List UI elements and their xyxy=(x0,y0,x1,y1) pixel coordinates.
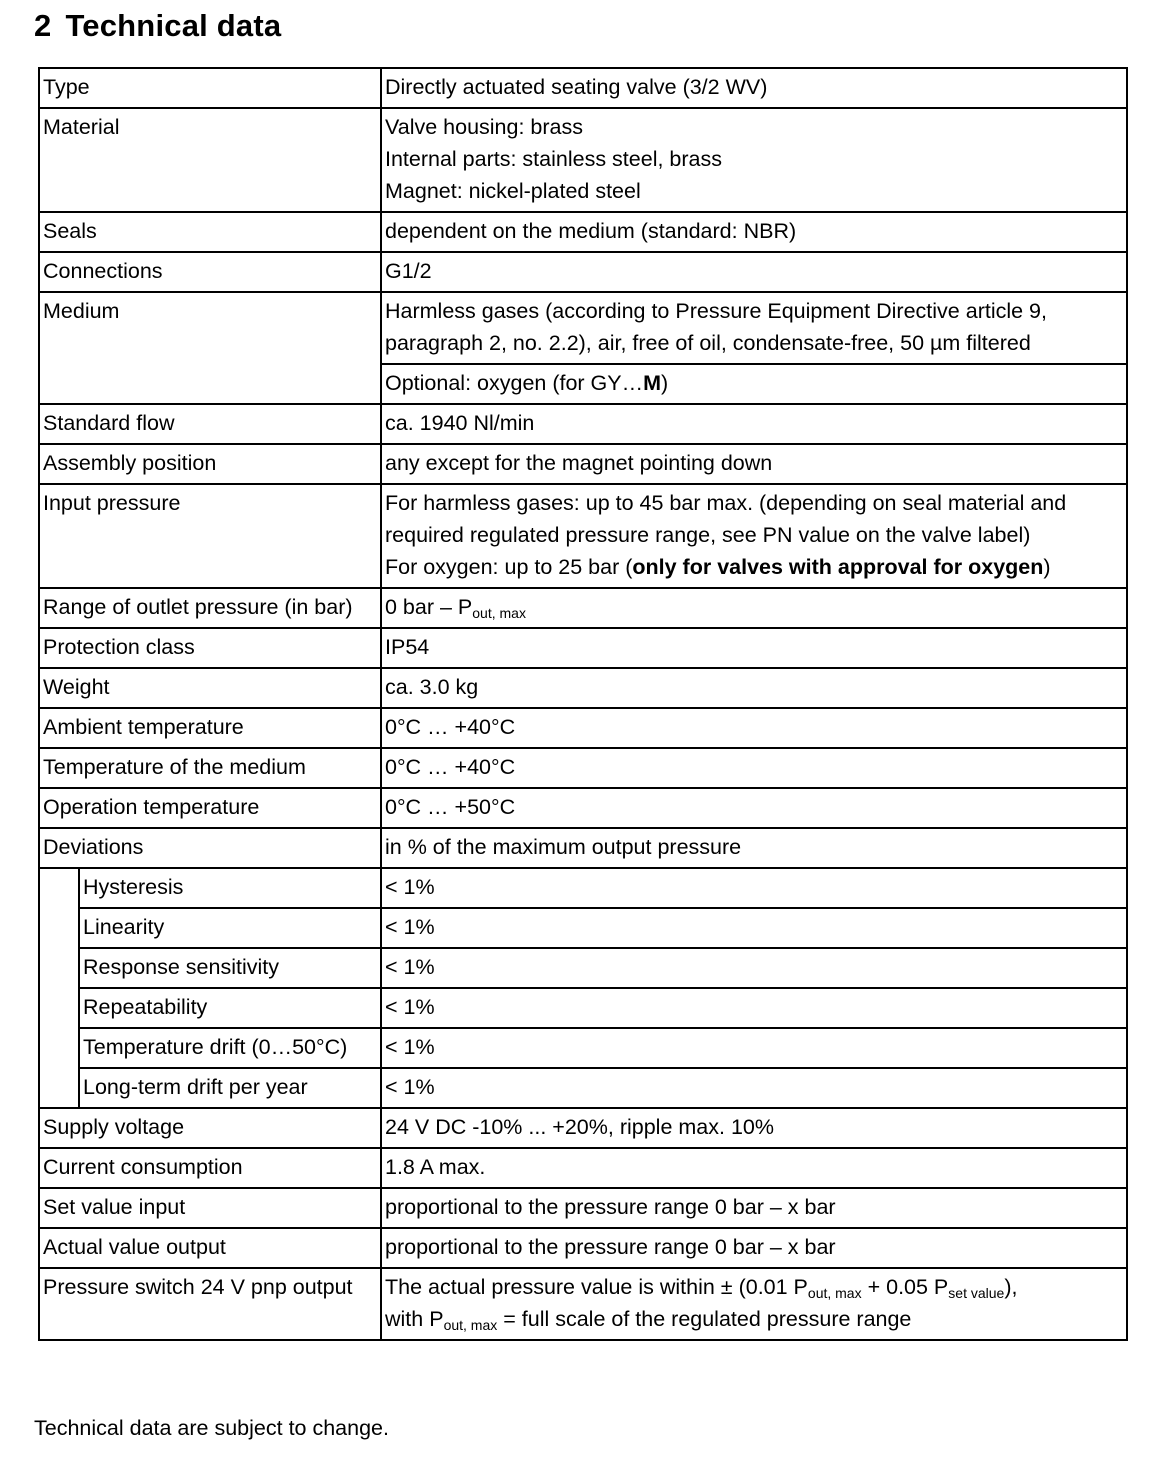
value-line: Internal parts: stainless steel, brass xyxy=(385,147,722,171)
row-label: Standard flow xyxy=(39,404,381,444)
table-row xyxy=(39,908,1127,948)
optional-prefix: Optional: oxygen (for GY… xyxy=(385,371,644,395)
table-row xyxy=(39,988,1127,1028)
row-label: Deviations xyxy=(39,828,381,868)
row-value xyxy=(381,1268,1127,1340)
row-value: IP54 xyxy=(381,628,1127,668)
row-value-optional xyxy=(381,364,1127,404)
oxygen-prefix: For oxygen: up to 25 bar ( xyxy=(385,555,633,579)
row-label: Type xyxy=(39,68,381,108)
row-label: Hysteresis xyxy=(79,868,381,908)
table-row xyxy=(39,292,1127,364)
table-row xyxy=(39,1268,1127,1340)
row-value: Directly actuated seating valve (3/2 WV) xyxy=(381,68,1127,108)
row-label: Operation temperature xyxy=(39,788,381,828)
formula-sub: out, max xyxy=(807,1285,862,1301)
section-number: 2 xyxy=(34,8,52,43)
table-row xyxy=(39,404,1127,444)
row-value: 0°C … +50°C xyxy=(381,788,1127,828)
value-line: For harmless gases: up to 45 bar max. (depending on seal material and required regulated pressure range, see PN value on the valve label) xyxy=(385,491,1067,547)
optional-bold: M xyxy=(643,371,662,395)
row-value: 0°C … +40°C xyxy=(381,748,1127,788)
row-label: Set value input xyxy=(39,1188,381,1228)
row-value: < 1% xyxy=(381,988,1127,1028)
row-value xyxy=(381,108,1127,212)
row-label: Input pressure xyxy=(39,484,381,588)
row-label: Range of outlet pressure (in bar) xyxy=(39,588,381,628)
indent-spacer xyxy=(39,948,79,988)
optional-suffix: ) xyxy=(661,371,669,395)
outlet-prefix: 0 bar – P xyxy=(385,595,473,619)
formula-sub: out, max xyxy=(443,1317,498,1333)
footer-note: Technical data are subject to change. xyxy=(34,1416,389,1440)
row-value: 1.8 A max. xyxy=(381,1148,1127,1188)
row-label: Connections xyxy=(39,252,381,292)
table-row xyxy=(39,1228,1127,1268)
table-row xyxy=(39,628,1127,668)
table-row xyxy=(39,1148,1127,1188)
row-value: < 1% xyxy=(381,908,1127,948)
row-label: Weight xyxy=(39,668,381,708)
formula-sub: set value xyxy=(948,1285,1005,1301)
value-line xyxy=(385,1303,1123,1335)
table-row xyxy=(39,252,1127,292)
row-value: any except for the magnet pointing down xyxy=(381,444,1127,484)
indent-spacer xyxy=(39,868,79,908)
row-value: G1/2 xyxy=(381,252,1127,292)
indent-spacer xyxy=(39,988,79,1028)
row-value: < 1% xyxy=(381,868,1127,908)
row-label: Pressure switch 24 V pnp output xyxy=(39,1268,381,1340)
row-label: Long-term drift per year xyxy=(79,1068,381,1108)
row-label: Temperature drift (0…50°C) xyxy=(79,1028,381,1068)
row-value: in % of the maximum output pressure xyxy=(381,828,1127,868)
oxygen-bold: only for valves with approval for oxygen xyxy=(632,555,1044,579)
table-row xyxy=(39,708,1127,748)
row-label: Actual value output xyxy=(39,1228,381,1268)
row-value: ca. 1940 Nl/min xyxy=(381,404,1127,444)
oxygen-suffix: ) xyxy=(1043,555,1051,579)
table-row xyxy=(39,444,1127,484)
row-value: < 1% xyxy=(381,1028,1127,1068)
table-row xyxy=(39,108,1127,212)
indent-spacer xyxy=(39,1028,79,1068)
value-line xyxy=(385,1271,1123,1303)
row-label: Response sensitivity xyxy=(79,948,381,988)
row-value xyxy=(381,484,1127,588)
row-label: Current consumption xyxy=(39,1148,381,1188)
row-value: proportional to the pressure range 0 bar – x bar xyxy=(381,1228,1127,1268)
formula-part: ), xyxy=(1004,1275,1018,1299)
table-row xyxy=(39,1108,1127,1148)
value-line: Valve housing: brass xyxy=(385,115,583,139)
row-label: Medium xyxy=(39,292,381,404)
value-line: Magnet: nickel-plated steel xyxy=(385,179,641,203)
row-value: < 1% xyxy=(381,1068,1127,1108)
table-row xyxy=(39,1188,1127,1228)
technical-data-table xyxy=(38,67,1128,1341)
indent-spacer xyxy=(39,908,79,948)
table-row xyxy=(39,588,1127,628)
table-row xyxy=(39,68,1127,108)
row-label: Ambient temperature xyxy=(39,708,381,748)
table-row xyxy=(39,668,1127,708)
row-label: Supply voltage xyxy=(39,1108,381,1148)
table-row xyxy=(39,948,1127,988)
outlet-sub: out, max xyxy=(472,605,526,621)
row-value: Harmless gases (according to Pressure Equipment Directive article 9, paragraph 2, no. 2.2), air, free of oil, condensate-free, 50 µm filtered xyxy=(381,292,1127,364)
formula-part: = full scale of the regulated pressure range xyxy=(497,1307,912,1331)
row-value: 24 V DC -10% ... +20%, ripple max. 10% xyxy=(381,1108,1127,1148)
formula-part: with P xyxy=(385,1307,444,1331)
row-value: dependent on the medium (standard: NBR) xyxy=(381,212,1127,252)
table-row xyxy=(39,1028,1127,1068)
section-title: Technical data xyxy=(65,8,282,43)
row-label: Temperature of the medium xyxy=(39,748,381,788)
table-row xyxy=(39,484,1127,588)
table-row xyxy=(39,828,1127,868)
table-row xyxy=(39,788,1127,828)
formula-part: The actual pressure value is within ± (0.01 P xyxy=(385,1275,808,1299)
row-value xyxy=(381,588,1127,628)
table-row xyxy=(39,748,1127,788)
row-label: Material xyxy=(39,108,381,212)
row-value: < 1% xyxy=(381,948,1127,988)
value-line xyxy=(385,551,1123,583)
table-row xyxy=(39,1068,1127,1108)
row-value: proportional to the pressure range 0 bar – x bar xyxy=(381,1188,1127,1228)
table-row xyxy=(39,868,1127,908)
row-label: Assembly position xyxy=(39,444,381,484)
row-label: Linearity xyxy=(79,908,381,948)
row-value: 0°C … +40°C xyxy=(381,708,1127,748)
row-label: Seals xyxy=(39,212,381,252)
section-heading xyxy=(34,8,281,44)
row-value: ca. 3.0 kg xyxy=(381,668,1127,708)
table-row xyxy=(39,212,1127,252)
indent-spacer xyxy=(39,1068,79,1108)
row-label: Protection class xyxy=(39,628,381,668)
row-label: Repeatability xyxy=(79,988,381,1028)
formula-part: + 0.05 P xyxy=(861,1275,949,1299)
